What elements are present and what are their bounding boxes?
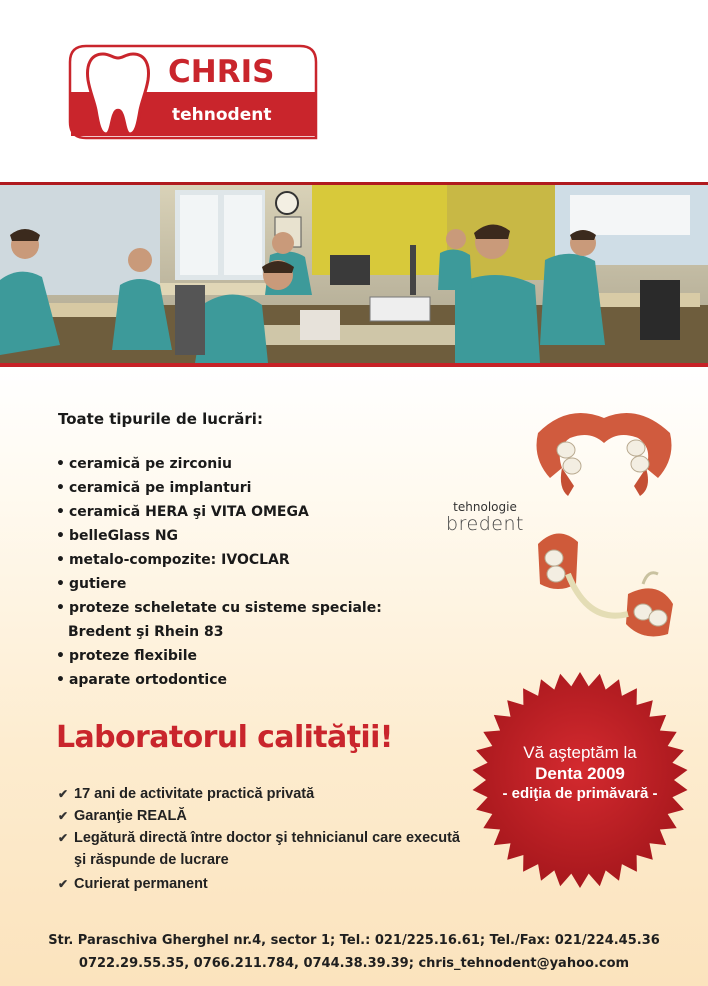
- company-logo: [68, 44, 318, 140]
- contact-line: 0722.29.55.35, 0766.211.784, 0744.38.39.39; chris_tehnodent@yahoo.com: [78, 956, 630, 971]
- benefits-list: [58, 783, 468, 895]
- header: [0, 0, 708, 184]
- checkmark-icon: ✔: [58, 787, 69, 801]
- technology-label: [440, 500, 530, 534]
- benefit-text: Garanţie REALĂ: [74, 808, 187, 824]
- benefit-item: [58, 805, 468, 827]
- checkmark-icon: ✔: [58, 809, 69, 823]
- badge-text: [468, 743, 692, 804]
- headline: Laboratorul calităţii!: [56, 720, 393, 755]
- benefit-text: 17 ani de activitate practică privată: [74, 786, 315, 802]
- logo-subtitle: tehnodent: [172, 105, 272, 125]
- lab-photo: [0, 185, 708, 363]
- service-item: • proteze flexibile: [56, 644, 388, 668]
- benefit-item: [58, 783, 468, 805]
- service-item: • proteze scheletate cu sisteme speciale: Bredent şi Rhein 83: [56, 596, 388, 644]
- benefit-item: [58, 873, 468, 895]
- service-item: • ceramică pe implanturi: [56, 476, 388, 500]
- service-item: • ceramică pe zirconiu: [56, 452, 388, 476]
- service-item: • ceramică HERA şi VITA OMEGA: [56, 500, 388, 524]
- badge-line3: - ediţia de primăvară -: [502, 785, 658, 802]
- technology-line2: bredent: [446, 513, 524, 535]
- service-item: • belleGlass NG: [56, 524, 388, 548]
- service-item: • gutiere: [56, 572, 388, 596]
- services-title: Toate tipurile de lucrări:: [58, 410, 263, 428]
- service-item: • metalo-compozite: IVOCLAR: [56, 548, 388, 572]
- benefit-text: Curierat permanent: [74, 876, 208, 892]
- benefit-text: Legătură directă între doctor şi tehnicianul care execută şi răspunde de lucrare: [74, 830, 460, 868]
- badge-line1: Vă aşteptăm la: [523, 743, 637, 762]
- badge-line2: Denta 2009: [535, 764, 625, 783]
- logo-brand: CHRIS: [168, 54, 275, 90]
- bredent-denture-image: [528, 524, 678, 642]
- benefit-item: [58, 827, 468, 871]
- services-list: [56, 452, 388, 692]
- technology-line1: tehnologie: [453, 500, 517, 514]
- checkmark-icon: ✔: [58, 877, 69, 891]
- service-item: • aparate ortodontice: [56, 668, 388, 692]
- flexible-denture-image: [528, 398, 680, 508]
- contact-footer: [0, 929, 708, 975]
- address-line: Str. Paraschiva Gherghel nr.4, sector 1; Tel.: 021/225.16.61; Tel./Fax: 021/224.45.36: [48, 933, 660, 948]
- checkmark-icon: ✔: [58, 831, 69, 845]
